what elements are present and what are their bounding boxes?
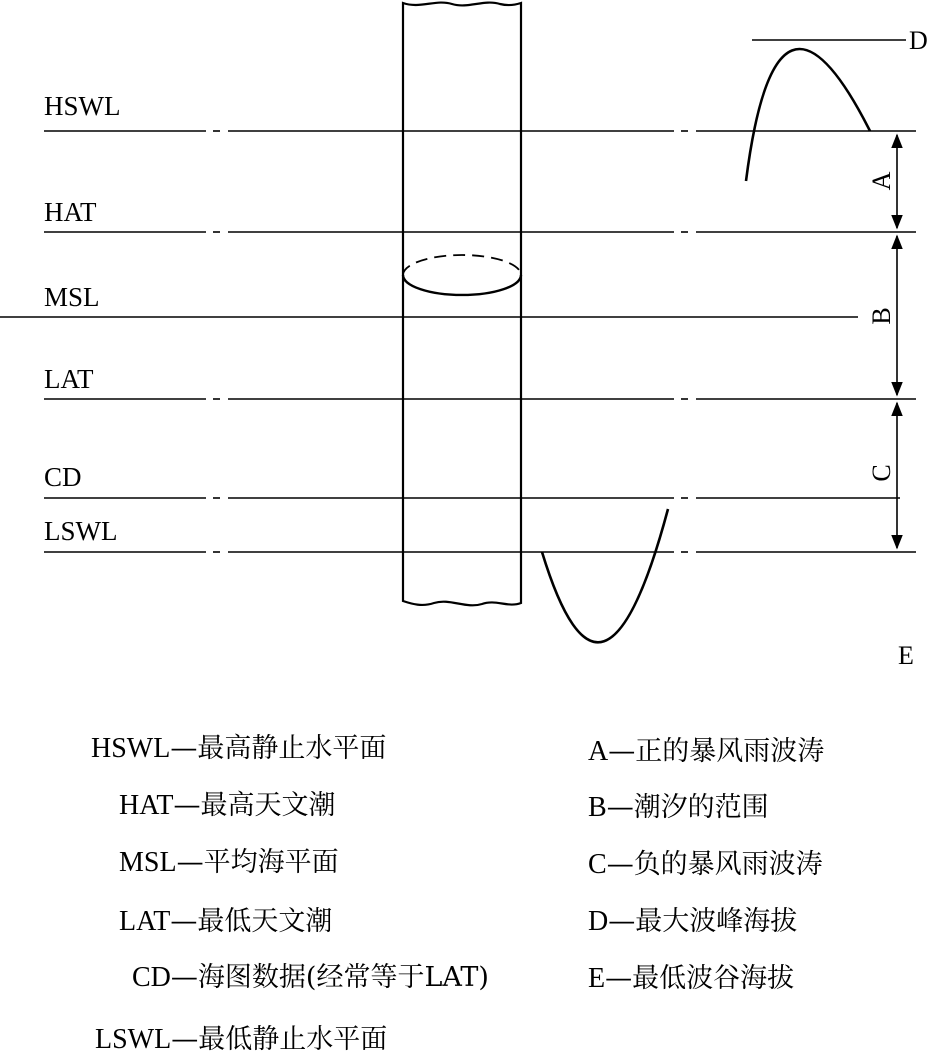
legend-b: B—潮汐的范围 <box>588 792 769 823</box>
label-lswl: LSWL <box>44 516 118 546</box>
wave-trough-curve <box>542 509 668 642</box>
label-b: B <box>867 307 896 325</box>
legend-a: A—正的暴风雨波涛 <box>588 736 825 767</box>
legend-d: D—最大波峰海拔 <box>588 906 798 937</box>
label-e: E <box>898 641 914 670</box>
legend-e: E—最低波谷海拔 <box>588 963 795 994</box>
label-lat: LAT <box>44 364 94 394</box>
wave-crest-curve <box>746 49 870 181</box>
legend-lswl: LSWL—最低静止水平面 <box>95 1024 388 1055</box>
label-a: A <box>867 171 896 191</box>
legend-hat: HAT—最高天文潮 <box>119 790 336 821</box>
legend-hswl: HSWL—最高静止水平面 <box>91 733 387 764</box>
label-d: D <box>909 26 928 55</box>
label-c: C <box>867 464 896 482</box>
legend-cd: CD—海图数据(经常等于LAT) <box>132 962 489 993</box>
label-msl: MSL <box>44 282 100 312</box>
label-cd: CD <box>44 462 82 492</box>
label-hswl: HSWL <box>44 91 121 121</box>
legend-msl: MSL—平均海平面 <box>119 847 339 878</box>
pile-column <box>403 3 521 606</box>
legend-lat: LAT—最低天文潮 <box>119 906 333 937</box>
label-hat: HAT <box>44 197 97 227</box>
legend-c: C—负的暴风雨波涛 <box>588 849 823 880</box>
